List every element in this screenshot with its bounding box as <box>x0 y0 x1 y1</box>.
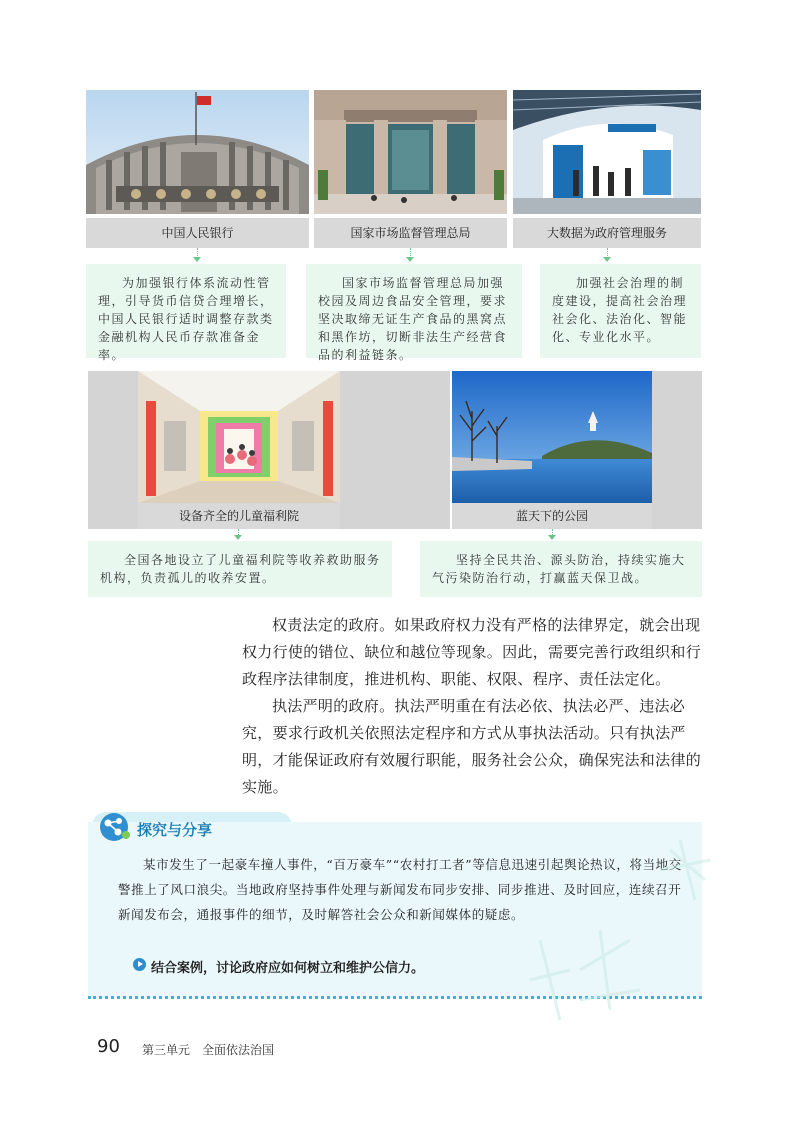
big-data-photo <box>513 90 701 214</box>
watermark-logo <box>520 820 720 1040</box>
note-park: 坚持全民共治、源头防治，持续实施大气污染防治行动，打赢蓝天保卫战。 <box>420 541 702 597</box>
grey-panel-left <box>88 371 138 529</box>
connector-arrow <box>406 257 414 262</box>
welfare-home-photo <box>138 371 340 503</box>
share-icon <box>98 811 132 847</box>
caption-welfare-home: 设备齐全的儿童福利院 <box>138 503 340 529</box>
grey-panel-center <box>340 371 450 529</box>
note-bank: 为加强银行体系流动性管理，引导货币信贷合理增长，中国人民银行适时调整存款类金融机构人民币存款准备金率。 <box>86 264 286 358</box>
body-text <box>242 612 704 801</box>
paragraph-accountable-government: 权责法定的政府。如果政府权力没有严格的法律界定，就会出现权力行使的错位、缺位和越位等现象。因此，需要完善行政组织和行政程序法律制度，推进机构、职能、权限、程序、责任法定化。 <box>242 616 702 688</box>
inquiry-case-paragraph: 某市发生了一起豪车撞人事件，“百万豪车”“农村打工者”等信息迅速引起舆论热议，将当地交警推上了风口浪尖。当地政府坚持事件处理与新闻发布同步安排、同步推进、及时回应，连续召开新闻发布会，通报事件的细节，及时解答社会公众和新闻媒体的疑虑。 <box>118 857 682 922</box>
grey-panel-right <box>652 371 702 529</box>
caption-market-regulation: 国家市场监督管理总局 <box>314 218 507 248</box>
caption-park: 蓝天下的公园 <box>452 503 652 529</box>
caption-big-data: 大数据为政府管理服务 <box>513 218 701 248</box>
note-big-data: 加强社会治理的制度建设，提高社会治理社会化、法治化、智能化、专业化水平。 <box>540 264 701 358</box>
inquiry-title: 探究与分享 <box>137 821 213 839</box>
inquiry-question: 结合案例，讨论政府应如何树立和维护公信力。 <box>151 961 425 976</box>
connector-arrow <box>234 535 242 540</box>
connector-arrow <box>193 257 201 262</box>
market-regulation-photo <box>314 90 507 214</box>
note-welfare-home: 全国各地设立了儿童福利院等收养救助服务机构，负责孤儿的收养安置。 <box>88 541 392 597</box>
page-number: 90 <box>97 1036 120 1057</box>
paragraph-strict-enforcement: 执法严明的政府。执法严明重在有法必依、执法必严、违法必究，要求行政机关依照法定程序和方式从事执法活动。只有执法严明，才能保证政府有效履行职能，服务社会公众，确保宪法和法律的实施。 <box>242 697 702 796</box>
footer-section-title: 第三单元 全面依法治国 <box>142 1043 275 1057</box>
bank-photo <box>86 90 309 214</box>
connector-arrow <box>603 257 611 262</box>
park-photo <box>452 371 652 503</box>
note-market-regulation: 国家市场监督管理总局加强校园及周边食品安全管理，要求坚决取缔无证生产食品的黑窝点和黑作坊，切断非法生产经营食品的利益链条。 <box>306 264 522 358</box>
play-arrow-icon <box>133 958 146 971</box>
caption-bank: 中国人民银行 <box>86 218 309 248</box>
connector-arrow <box>548 535 556 540</box>
